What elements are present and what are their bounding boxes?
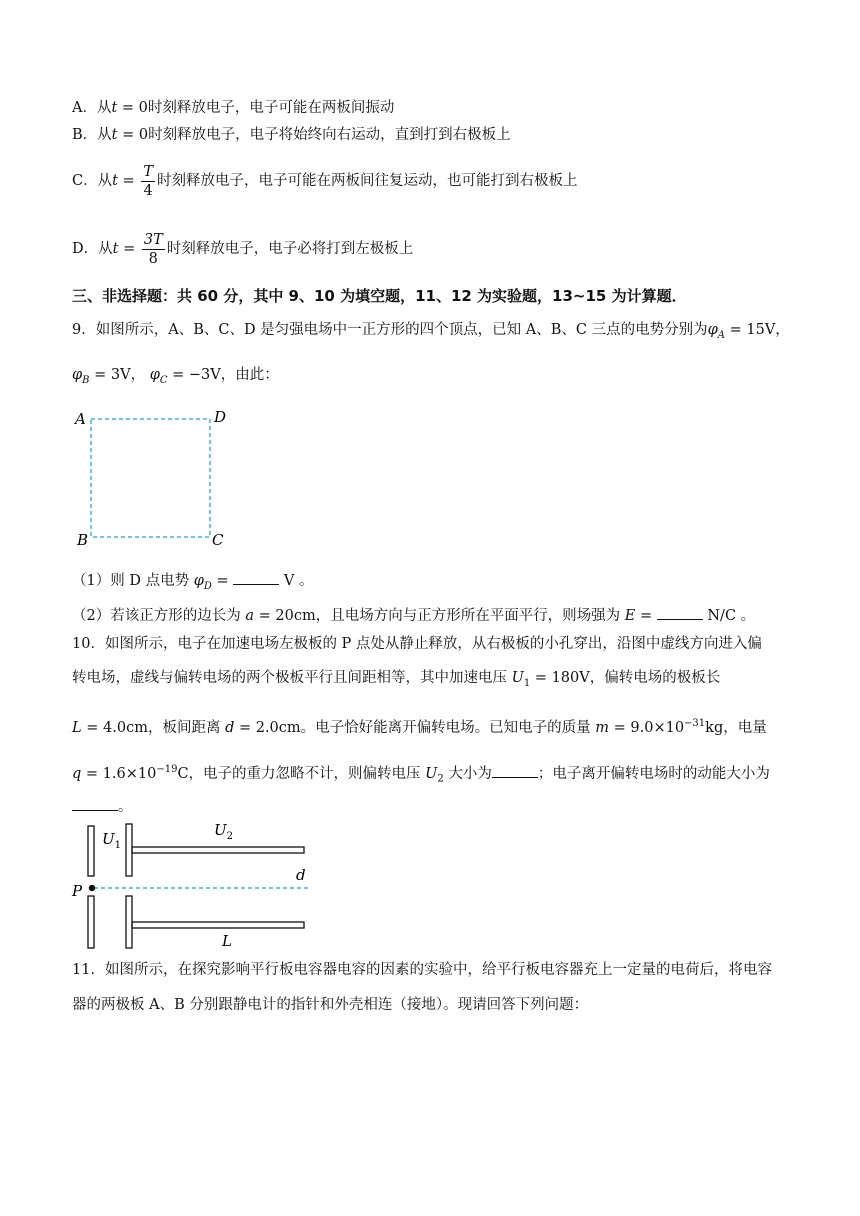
vertex-a-label: A — [75, 410, 86, 428]
section-heading: 三、非选择题：共 60 分，其中 9、10 为填空题，11、12 为实验题，13~15 为计算题． — [72, 287, 687, 305]
q10-stem-line3: L = 4.0cm，板间距离 d = 2.0cm。电子恰好能离开偏转电场。已知电子的质量 $m = 9.0\times 10^{-31}kg$，电量 — [72, 718, 767, 736]
accel-right-plate-bottom — [126, 896, 132, 948]
l-label: L — [222, 932, 232, 950]
vertex-b-label: B — [77, 531, 89, 549]
q10-stem-line1: 10．如图所示，电子在加速电场左极板的 P 点处从静止释放，从右极板的小孔穿出，沿图中虚线方向进入偏 — [72, 636, 762, 652]
option-b: B．从t = 0时刻释放电子，电子将始终向右运动，直到打到右极板上 — [72, 127, 511, 143]
q10-stem-line5: 。 — [72, 796, 133, 817]
u1-label: $U_1$ — [102, 830, 122, 851]
vertex-c-label: C — [212, 531, 224, 549]
q11-stem-line2: 器的两极板 A、B 分别跟静电计的指针和外壳相连（接地）。现请回答下列问题： — [72, 997, 589, 1013]
p-label: P — [72, 882, 83, 900]
accel-left-plate-top — [88, 826, 94, 876]
q10-stem-line2: 转电场，虚线与偏转电场的两个极板平行且间距相等，其中加速电压 $U_1 = 180V$，偏转电场的极板长 — [72, 670, 721, 689]
deflection-upper-plate — [132, 847, 304, 853]
point-p — [89, 885, 95, 891]
q11-stem-line1: 11．如图所示，在探究影响平行板电容器电容的因素的实验中，给平行板电容器充上一定量的电荷后，将电容 — [72, 962, 772, 978]
accel-left-plate-bottom — [88, 896, 94, 948]
q9-sub2: （2）若该正方形的边长为 a = 20cm，且电场方向与正方形所在平面平行，则场强为 E = N/C 。 — [72, 605, 755, 626]
vertex-d-label: D — [214, 408, 227, 426]
q9-stem-line2: $\varphi_B = 3V$， $\varphi_C = -3V$，由此： — [72, 367, 279, 386]
answer-blank[interactable] — [657, 605, 703, 620]
answer-blank[interactable] — [72, 796, 118, 811]
q9-sub1: （1）则 D 点电势 $\varphi_D = V$ 。 — [72, 570, 313, 597]
answer-blank[interactable] — [492, 763, 538, 778]
fraction-3t-over-8: $\frac{3T}{8}$ — [143, 231, 163, 267]
q10-stem-line4: $q = 1.6\times 10^{-19}C$，电子的重力忽略不计，则偏转电压 $U_2$ 大小为 ；电子离开偏转电场时的动能大小为 — [72, 764, 770, 785]
q9-stem-line1: 9．如图所示，A、B、C、D 是匀强电场中一正方形的四个顶点，已知 A、B、C 三点的电势分别为$\varphi_A = 15V$， — [72, 322, 790, 341]
option-c: C．从t = $\frac{T}{4}$ 时刻释放电子，电子可能在两板间往复运动，也可能打到右极板上 — [72, 163, 578, 199]
deflection-field-figure — [68, 818, 318, 953]
answer-blank[interactable] — [233, 570, 279, 585]
option-a: A．从t = 0时刻释放电子，电子可能在两板间振动 — [72, 100, 395, 116]
u2-label: $U_2$ — [214, 821, 234, 842]
fraction-t-over-4: $\frac{T}{4}$ — [143, 163, 153, 199]
d-label: d — [296, 866, 306, 884]
square-abcd-figure — [72, 405, 232, 553]
accel-right-plate-top — [126, 824, 132, 876]
square-dashed-outline — [91, 419, 210, 537]
option-d: D．从t = $\frac{3T}{8}$ 时刻释放电子，电子必将打到左极板上 — [72, 231, 414, 267]
deflection-lower-plate — [132, 922, 304, 928]
